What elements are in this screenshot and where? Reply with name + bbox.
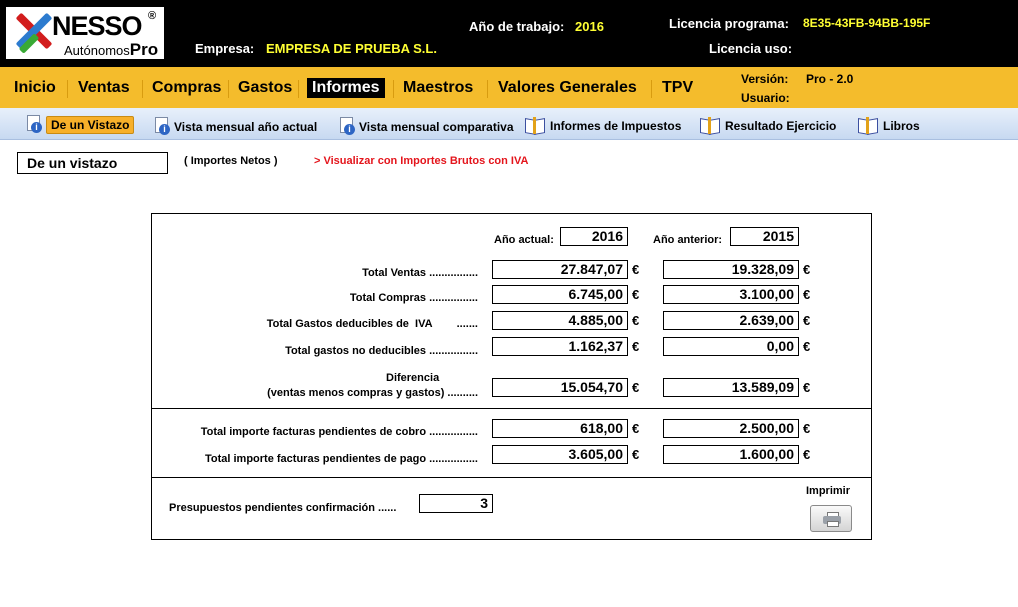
row-label-gastos-deducibles: Total Gastos deducibles de IVA ....... (266, 318, 478, 330)
menu-inicio[interactable]: Inicio (14, 79, 56, 96)
menu-compras[interactable]: Compras (152, 79, 222, 96)
diff-previous: 13.589,09 (663, 378, 799, 397)
submenu-libros[interactable] (857, 117, 920, 135)
row-label-total-ventas: Total Ventas ................ (362, 267, 478, 279)
currency-symbol: € (803, 447, 811, 462)
currency-symbol: € (632, 380, 640, 395)
menu-ventas[interactable]: Ventas (78, 79, 130, 96)
submenu-label: Informes de Impuestos (550, 119, 682, 133)
row-label-pendientes-pago: Total importe facturas pendientes de pago ................ (204, 453, 478, 465)
currency-symbol: € (803, 421, 811, 436)
diff-current: 15.054,70 (492, 378, 628, 397)
submenu-label: Libros (883, 119, 920, 133)
currency-symbol: € (632, 339, 640, 354)
work-year-label: Año de trabajo: (469, 19, 565, 34)
book-icon (857, 117, 879, 135)
work-year-value: 2016 (575, 19, 604, 34)
menu-valores-generales[interactable]: Valores Generales (498, 79, 637, 96)
menu-separator (298, 80, 299, 98)
submenu-de-un-vistazo[interactable] (26, 115, 134, 135)
submenu-label: Vista mensual año actual (174, 120, 318, 134)
logo-reg-mark: ® (148, 10, 157, 22)
info-page-icon: i (339, 117, 355, 137)
currency-symbol: € (803, 339, 811, 354)
menu-separator (651, 80, 652, 98)
previous-year-field: 2015 (730, 227, 799, 246)
currency-symbol: € (632, 287, 640, 302)
submenu-resultado-ejercicio[interactable] (699, 117, 836, 135)
user-label: Usuario: (741, 91, 790, 105)
total-ventas-current: 27.847,07 (492, 260, 628, 279)
menu-maestros[interactable]: Maestros (403, 79, 474, 96)
book-icon (524, 117, 546, 135)
printer-icon (823, 512, 841, 525)
submenu-label: Resultado Ejercicio (725, 119, 837, 133)
currency-symbol: € (632, 447, 640, 462)
menu-separator (67, 80, 68, 98)
app-logo (6, 7, 164, 59)
currency-symbol: € (632, 313, 640, 328)
menu-separator (393, 80, 394, 98)
total-compras-previous: 3.100,00 (663, 285, 799, 304)
submenu-informes-impuestos[interactable] (524, 117, 681, 135)
submenu-label: Vista mensual comparativa (359, 120, 514, 134)
menu-separator (142, 80, 143, 98)
net-amounts-note: ( Importes Netos ) (184, 155, 278, 167)
submenu-vista-mensual-actual[interactable] (154, 117, 317, 137)
license-use-label: Licencia uso: (709, 41, 793, 56)
menu-separator (228, 80, 229, 98)
currency-symbol: € (803, 313, 811, 328)
pendientes-pago-previous: 1.600,00 (663, 445, 799, 464)
submenu-label: De un Vistazo (46, 116, 134, 134)
total-ventas-previous: 19.328,09 (663, 260, 799, 279)
logo-brand: NESSO (52, 11, 142, 41)
pendientes-cobro-previous: 2.500,00 (663, 419, 799, 438)
menu-separator (487, 80, 488, 98)
panel-divider (151, 477, 872, 478)
empresa-label: Empresa: (195, 41, 255, 56)
menu-tpv[interactable]: TPV (662, 79, 694, 96)
info-page-icon: i (26, 115, 42, 135)
current-year-label: Año actual: (494, 234, 554, 246)
row-label-gastos-no-deducibles: Total gastos no deducibles ................ (285, 345, 478, 357)
gastos-deducibles-current: 4.885,00 (492, 311, 628, 330)
budgets-label: Presupuestos pendientes confirmación ...... (169, 502, 397, 514)
pendientes-pago-current: 3.605,00 (492, 445, 628, 464)
currency-symbol: € (803, 287, 811, 302)
currency-symbol: € (632, 262, 640, 277)
submenu-vista-mensual-comparativa[interactable] (339, 117, 514, 137)
version-label: Versión: (741, 72, 789, 86)
previous-year-label: Año anterior: (653, 234, 723, 246)
gastos-no-deducibles-current: 1.162,37 (492, 337, 628, 356)
row-label-total-compras: Total Compras ................ (349, 292, 478, 304)
budgets-value: 3 (419, 494, 493, 513)
book-icon (699, 117, 721, 135)
top-bar (0, 0, 1018, 67)
license-program-value: 8E35-43FB-94BB-195F (803, 16, 931, 30)
menu-gastos[interactable]: Gastos (238, 79, 293, 96)
pendientes-cobro-current: 618,00 (492, 419, 628, 438)
empresa-value: EMPRESA DE PRUEBA S.L. (266, 41, 437, 56)
license-program-label: Licencia programa: (669, 16, 789, 31)
total-compras-current: 6.745,00 (492, 285, 628, 304)
gastos-no-deducibles-previous: 0,00 (663, 337, 799, 356)
logo-subtitle (64, 40, 158, 60)
main-menu (0, 67, 1018, 108)
print-button[interactable] (810, 505, 852, 532)
menu-informes[interactable]: Informes (307, 78, 385, 98)
version-value: Pro - 2.0 (806, 72, 854, 86)
logo-sub-suffix: Pro (129, 40, 159, 59)
diff-sublabel: (ventas menos compras y gastos) .......... (267, 387, 478, 399)
info-page-icon: i (154, 117, 170, 137)
submenu-bar (0, 108, 1018, 140)
currency-symbol: € (632, 421, 640, 436)
panel-divider (151, 408, 872, 409)
currency-symbol: € (803, 380, 811, 395)
page-title: De un vistazo (17, 152, 168, 174)
current-year-field: 2016 (560, 227, 628, 246)
currency-symbol: € (803, 262, 811, 277)
row-label-pendientes-cobro: Total importe facturas pendientes de cobro ................ (200, 426, 478, 438)
print-label: Imprimir (806, 485, 851, 497)
gastos-deducibles-previous: 2.639,00 (663, 311, 799, 330)
logo-sub-prefix: Autónomos (64, 43, 130, 58)
diff-label: Diferencia (386, 372, 440, 384)
gross-amounts-link[interactable]: > Visualizar con Importes Brutos con IVA (314, 155, 529, 167)
